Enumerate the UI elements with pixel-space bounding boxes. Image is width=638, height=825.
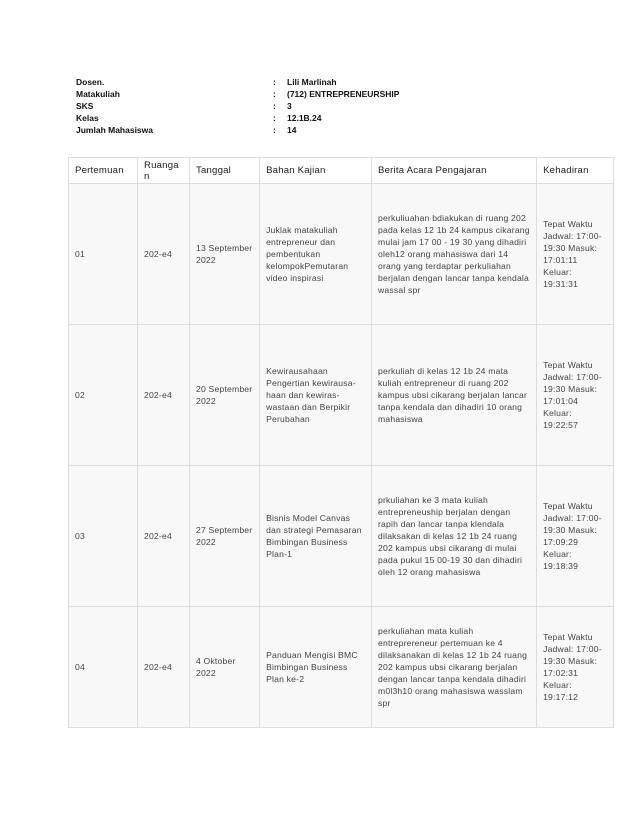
info-colon: : [273,89,276,99]
info-row-matakuliah [76,88,556,100]
cell-tanggal: 13 September 2022 [189,184,259,325]
cell-tanggal: 4 Oktober 2022 [189,607,259,728]
cell-pertemuan: 04 [69,607,138,728]
info-value: Lili Marlinah [287,77,337,87]
cell-pertemuan: 03 [69,466,138,607]
cell-pertemuan: 02 [69,325,138,466]
info-colon: : [273,101,276,111]
info-row-sks [76,100,556,112]
info-label: Matakuliah [76,89,120,99]
info-value: (712) ENTREPRENEURSHIP [287,89,400,99]
info-colon: : [273,113,276,123]
course-info [76,76,556,136]
header-bahan-kajian: Bahan Kajian [260,158,372,184]
cell-bahan-kajian: Panduan Mengisi BMC Bimbingan Business Plan ke-2 [260,607,372,728]
header-tanggal: Tanggal [189,158,259,184]
cell-berita-acara: perkuliahan mata kuliah entreprereneur pertemuan ke 4 dilaksanakan di kelas 12 1b 24 ruang 202 kampus ubsi cikarang berjalan dengan lancar tanpa kendala dihadiri m0l3h10 orang mahasiswa wasslam spr [372,607,537,728]
table-row [69,466,614,607]
cell-kehadiran: Tepat Waktu Jadwal: 17:00-19:30 Masuk: 17:01:04 Keluar: 19:22:57 [537,325,614,466]
table-row [69,607,614,728]
info-colon: : [273,125,276,135]
info-value: 14 [287,125,297,135]
info-value: 12.1B.24 [287,113,322,123]
cell-kehadiran: Tepat Waktu Jadwal: 17:00-19:30 Masuk: 17:09:29 Keluar: 19:18:39 [537,466,614,607]
cell-kehadiran: Tepat Waktu Jadwal: 17:00-19:30 Masuk: 17:02:31 Keluar: 19:17:12 [537,607,614,728]
cell-bahan-kajian: Bisnis Model Canvas dan strategi Pemasaran Bimbingan Business Plan-1 [260,466,372,607]
table-header-row [69,158,614,184]
info-row-jumlah-mahasiswa [76,124,556,136]
info-colon: : [273,77,276,87]
cell-berita-acara: prkuliahan ke 3 mata kuliah entrepreneuship berjalan dengan rapih dan lancar tanpa klendala dilaksakan di kelas 12 1b 24 ruang 202 kampus ubsi cikarang di mulai pada pukul 15 00-19 30 dan dihadiri oleh 12 orang mahasiswa [372,466,537,607]
cell-bahan-kajian: Kewirausahaan Pengertian kewirausa-haan dan kewiras-wastaan dan Berpikir Perubahan [260,325,372,466]
info-label: Kelas [76,113,99,123]
header-berita-acara: Berita Acara Pengajaran [372,158,537,184]
info-row-kelas [76,112,556,124]
cell-pertemuan: 01 [69,184,138,325]
info-value: 3 [287,101,292,111]
table-row [69,325,614,466]
cell-bahan-kajian: Juklak matakuliah entrepreneur dan pembentukan kelompokPemutaran video inspirasi [260,184,372,325]
cell-ruangan: 202-e4 [137,466,189,607]
cell-berita-acara: perkuliah di kelas 12 1b 24 mata kuliah entrepreneur di ruang 202 kampus ubsi cikarang berjalan lancar tanpa kendala dan dihadiri 10 orang mahasiswa [372,325,537,466]
cell-tanggal: 27 September 2022 [189,466,259,607]
attendance-journal-table [68,157,614,728]
cell-berita-acara: perkuliuahan bdiakukan di ruang 202 pada kelas 12 1b 24 kampus cikarang mulai jam 17 00 - 19 30 yang dihadiri oleh12 orang mahasiswa dari 14 orang yang terdaptar perkuliahan berjalan dengan lancar tanpa kendala wassal spr [372,184,537,325]
cell-ruangan: 202-e4 [137,607,189,728]
cell-ruangan: 202-e4 [137,325,189,466]
table-row [69,184,614,325]
info-label: SKS [76,101,94,111]
info-row-dosen [76,76,556,88]
header-kehadiran: Kehadiran [537,158,614,184]
info-label: Jumlah Mahasiswa [76,125,154,135]
header-pertemuan: Pertemuan [69,158,138,184]
cell-tanggal: 20 September 2022 [189,325,259,466]
header-ruangan: Ruangan [137,158,189,184]
info-label: Dosen. [76,77,105,87]
cell-kehadiran: Tepat Waktu Jadwal: 17:00-19:30 Masuk: 17:01:11 Keluar: 19:31:31 [537,184,614,325]
cell-ruangan: 202-e4 [137,184,189,325]
